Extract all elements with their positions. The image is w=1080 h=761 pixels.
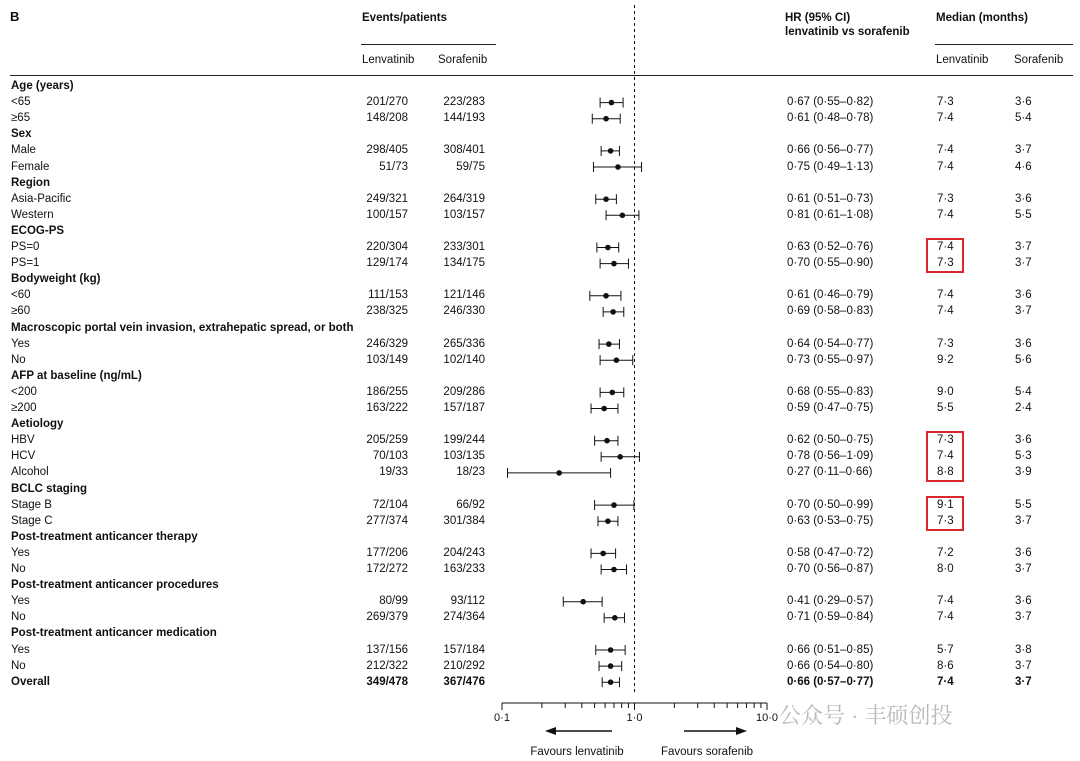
median-lenvatinib-header: Lenvatinib bbox=[936, 54, 989, 66]
median-sorafenib: 3·6 bbox=[1015, 434, 1032, 447]
group-label: Region bbox=[11, 176, 50, 189]
hr-ci-text: 0·66 (0·57–0·77) bbox=[787, 675, 874, 688]
favours-sorafenib-label: Favours sorafenib bbox=[660, 746, 754, 758]
hr-ci-text: 0·71 (0·59–0·84) bbox=[787, 611, 874, 624]
median-sorafenib: 3·7 bbox=[1015, 144, 1032, 157]
group-label: Sex bbox=[11, 128, 32, 141]
highlight-box-ecog bbox=[926, 238, 964, 273]
hr-ci-text: 0·41 (0·29–0·57) bbox=[787, 595, 874, 608]
panel-label: B bbox=[10, 9, 20, 24]
group-label: Post-treatment anticancer procedures bbox=[11, 579, 219, 592]
events-header: Events/patients bbox=[362, 12, 447, 24]
hr-point bbox=[600, 551, 606, 557]
group-label: AFP at baseline (ng/mL) bbox=[11, 369, 142, 382]
subgroup-label: No bbox=[11, 659, 26, 672]
subgroup-label: ≥200 bbox=[11, 402, 37, 414]
median-sorafenib: 3·7 bbox=[1015, 241, 1032, 253]
hr-point bbox=[611, 502, 617, 508]
events-lenvatinib: 148/208 bbox=[366, 112, 408, 125]
median-sorafenib: 3·7 bbox=[1015, 659, 1032, 672]
hr-point bbox=[556, 470, 562, 476]
hr-ci-text: 0·73 (0·55–0·97) bbox=[787, 353, 874, 366]
highlight-box-bclc bbox=[926, 496, 964, 531]
subgroup-label: No bbox=[11, 611, 26, 624]
subgroup-label: Asia-Pacific bbox=[11, 192, 72, 205]
median-lenvatinib: 7·4 bbox=[937, 241, 954, 253]
events-sorafenib: 264/319 bbox=[443, 192, 485, 205]
events-sorafenib: 367/476 bbox=[443, 675, 485, 688]
events-lenvatinib: 246/329 bbox=[366, 337, 408, 350]
subgroup-label: Western bbox=[11, 208, 54, 221]
overall-label: Overall bbox=[11, 675, 50, 688]
hr-point bbox=[620, 213, 626, 219]
subgroup-label: <60 bbox=[11, 289, 31, 302]
hr-point bbox=[603, 293, 609, 299]
hr-point bbox=[605, 245, 611, 251]
events-lenvatinib: 349/478 bbox=[366, 675, 408, 688]
hr-ci-text: 0·66 (0·51–0·85) bbox=[787, 643, 874, 656]
hr-point bbox=[608, 679, 614, 685]
median-sorafenib: 3·6 bbox=[1015, 96, 1032, 109]
hr-point bbox=[608, 663, 614, 669]
events-lenvatinib: 298/405 bbox=[366, 144, 408, 157]
events-sorafenib: 18/23 bbox=[456, 466, 485, 479]
events-sorafenib: 157/184 bbox=[443, 643, 485, 656]
events-lenvatinib: 129/174 bbox=[366, 257, 408, 270]
events-lenvatinib: 249/321 bbox=[366, 192, 408, 205]
hr-point bbox=[580, 599, 586, 605]
median-sorafenib: 3·8 bbox=[1015, 643, 1032, 656]
hr-ci-text: 0·70 (0·56–0·87) bbox=[787, 563, 874, 575]
group-label: Bodyweight (kg) bbox=[11, 273, 101, 286]
events-sorafenib: 308/401 bbox=[443, 144, 485, 157]
median-sorafenib: 3·7 bbox=[1015, 675, 1032, 688]
events-sorafenib: 233/301 bbox=[443, 241, 485, 253]
median-lenvatinib: 7·4 bbox=[937, 675, 954, 688]
hr-ci-text: 0·59 (0·47–0·75) bbox=[787, 402, 874, 414]
hr-point bbox=[603, 116, 609, 122]
hr-ci-text: 0·61 (0·51–0·73) bbox=[787, 192, 874, 205]
median-sorafenib: 5·5 bbox=[1015, 498, 1032, 511]
median-lenvatinib: 9·2 bbox=[937, 353, 954, 366]
hr-point bbox=[612, 615, 618, 621]
hr-point bbox=[614, 357, 620, 363]
median-lenvatinib: 5·5 bbox=[937, 402, 954, 414]
events-sorafenib: 157/187 bbox=[443, 402, 485, 414]
events-lenvatinib: 205/259 bbox=[366, 434, 408, 447]
subgroup-label: Yes bbox=[11, 643, 30, 656]
events-sorafenib: 144/193 bbox=[443, 112, 485, 125]
hr-point bbox=[610, 390, 616, 396]
hr-ci-text: 0·61 (0·48–0·78) bbox=[787, 112, 874, 125]
hr-header-line2: lenvatinib vs sorafenib bbox=[785, 26, 910, 38]
median-lenvatinib: 7·3 bbox=[937, 257, 954, 270]
median-lenvatinib: 7·4 bbox=[937, 112, 954, 125]
hr-point bbox=[605, 518, 611, 524]
events-sorafenib: 134/175 bbox=[443, 257, 485, 270]
subgroup-label: ≥65 bbox=[11, 112, 31, 125]
hr-point bbox=[611, 567, 617, 573]
hr-ci-text: 0·67 (0·55–0·82) bbox=[787, 96, 874, 109]
events-lenvatinib: 238/325 bbox=[366, 305, 408, 318]
highlight-box-aetiology bbox=[926, 431, 964, 482]
median-sorafenib: 3·6 bbox=[1015, 337, 1032, 350]
group-label: BCLC staging bbox=[11, 482, 88, 495]
median-lenvatinib: 7·4 bbox=[937, 611, 954, 624]
hr-point bbox=[609, 100, 615, 106]
subgroup-label: No bbox=[11, 563, 26, 575]
events-sorafenib: 163/233 bbox=[443, 563, 485, 575]
subgroup-label: Stage C bbox=[11, 514, 53, 527]
hr-point bbox=[617, 454, 623, 460]
group-label: Macroscopic portal vein invasion, extrahepatic spread, or both bbox=[11, 321, 354, 334]
events-sorafenib: 246/330 bbox=[443, 305, 485, 318]
events-sorafenib: 223/283 bbox=[443, 96, 485, 109]
subgroup-label: ≥60 bbox=[11, 305, 31, 318]
median-lenvatinib: 7·4 bbox=[937, 450, 954, 463]
events-lenvatinib: 172/272 bbox=[366, 563, 408, 575]
favours-lenvatinib-label: Favours lenvatinib bbox=[530, 746, 624, 758]
events-lenvatinib: 277/374 bbox=[366, 514, 408, 527]
subgroup-label: <200 bbox=[11, 385, 37, 398]
median-lenvatinib: 7·4 bbox=[937, 208, 954, 221]
hr-point bbox=[604, 438, 610, 444]
subgroup-label: <65 bbox=[11, 96, 31, 109]
group-label: Aetiology bbox=[11, 418, 64, 431]
hr-ci-text: 0·66 (0·56–0·77) bbox=[787, 144, 874, 157]
events-sorafenib: 66/92 bbox=[456, 498, 485, 511]
events-sorafenib: 265/336 bbox=[443, 337, 485, 350]
median-sorafenib: 4·6 bbox=[1015, 160, 1032, 173]
hr-ci-text: 0·58 (0·47–0·72) bbox=[787, 546, 874, 559]
median-sorafenib: 3·9 bbox=[1015, 466, 1032, 479]
events-lenvatinib: 51/73 bbox=[379, 160, 408, 173]
subgroup-label: Male bbox=[11, 144, 36, 157]
hr-ci-text: 0·75 (0·49–1·13) bbox=[787, 160, 874, 173]
median-sorafenib: 5·4 bbox=[1015, 385, 1032, 398]
events-lenvatinib: 103/149 bbox=[366, 353, 408, 366]
events-sorafenib: 103/135 bbox=[443, 450, 485, 463]
median-sorafenib: 3·7 bbox=[1015, 563, 1032, 575]
events-lenvatinib: 70/103 bbox=[372, 450, 408, 463]
watermark-text: 公众号 · 丰硕创投 bbox=[779, 703, 953, 728]
events-sorafenib: 209/286 bbox=[443, 385, 485, 398]
hr-ci-text: 0·61 (0·46–0·79) bbox=[787, 289, 874, 302]
median-lenvatinib: 7·3 bbox=[937, 96, 954, 109]
median-sorafenib: 3·6 bbox=[1015, 546, 1032, 559]
hr-ci-text: 0·78 (0·56–1·09) bbox=[787, 450, 874, 463]
hr-point bbox=[601, 406, 607, 412]
median-lenvatinib: 7·4 bbox=[937, 289, 954, 302]
median-sorafenib: 3·6 bbox=[1015, 595, 1032, 608]
events-lenvatinib: 269/379 bbox=[366, 611, 408, 624]
median-lenvatinib: 7·3 bbox=[937, 192, 954, 205]
subgroup-label: Yes bbox=[11, 546, 30, 559]
subgroup-label: HCV bbox=[11, 450, 36, 463]
median-sorafenib: 5·6 bbox=[1015, 353, 1032, 366]
hr-ci-text: 0·63 (0·53–0·75) bbox=[787, 514, 874, 527]
events-lenvatinib: 163/222 bbox=[366, 402, 408, 414]
events-sorafenib: 204/243 bbox=[443, 546, 485, 559]
median-lenvatinib: 9·0 bbox=[937, 385, 954, 398]
median-lenvatinib: 9·1 bbox=[937, 498, 954, 511]
median-sorafenib: 5·3 bbox=[1015, 450, 1032, 463]
group-label: ECOG-PS bbox=[11, 224, 65, 237]
group-label: Post-treatment anticancer therapy bbox=[11, 530, 198, 543]
x-tick-label: 0·1 bbox=[494, 712, 510, 724]
x-tick-label: 10·0 bbox=[755, 712, 779, 724]
events-lenvatinib: 111/153 bbox=[368, 289, 408, 302]
events-sorafenib: 301/384 bbox=[443, 514, 485, 527]
subgroup-label: Yes bbox=[11, 337, 30, 350]
hr-ci-text: 0·81 (0·61–1·08) bbox=[787, 208, 874, 221]
events-lenvatinib: 201/270 bbox=[366, 96, 408, 109]
median-lenvatinib: 7·2 bbox=[937, 546, 954, 559]
hr-ci-text: 0·62 (0·50–0·75) bbox=[787, 434, 874, 447]
median-lenvatinib: 7·4 bbox=[937, 305, 954, 318]
hr-ci-text: 0·68 (0·55–0·83) bbox=[787, 385, 874, 398]
events-sorafenib-header: Sorafenib bbox=[438, 54, 488, 66]
events-lenvatinib: 137/156 bbox=[366, 643, 408, 656]
median-lenvatinib: 8·0 bbox=[937, 563, 954, 575]
hr-ci-text: 0·27 (0·11–0·66) bbox=[787, 466, 873, 479]
median-sorafenib: 3·7 bbox=[1015, 257, 1032, 270]
hr-point bbox=[603, 196, 609, 202]
subgroup-label: Stage B bbox=[11, 498, 52, 511]
events-sorafenib: 59/75 bbox=[456, 160, 485, 173]
hr-point bbox=[606, 341, 612, 347]
median-lenvatinib: 7·4 bbox=[937, 160, 954, 173]
median-sorafenib: 5·5 bbox=[1015, 208, 1032, 221]
hr-point bbox=[608, 148, 614, 154]
events-lenvatinib: 80/99 bbox=[379, 595, 408, 608]
events-lenvatinib: 212/322 bbox=[366, 659, 408, 672]
events-sorafenib: 210/292 bbox=[443, 659, 485, 672]
subgroup-label: Yes bbox=[11, 595, 30, 608]
median-sorafenib: 3·6 bbox=[1015, 289, 1032, 302]
subgroup-label: HBV bbox=[11, 434, 35, 447]
events-sorafenib: 103/157 bbox=[443, 208, 485, 221]
events-sorafenib: 199/244 bbox=[443, 434, 485, 447]
median-lenvatinib: 7·3 bbox=[937, 337, 954, 350]
median-lenvatinib: 5·7 bbox=[937, 643, 954, 656]
hr-ci-text: 0·64 (0·54–0·77) bbox=[787, 337, 874, 350]
events-lenvatinib: 19/33 bbox=[379, 466, 408, 479]
median-sorafenib-header: Sorafenib bbox=[1014, 54, 1064, 66]
events-lenvatinib: 100/157 bbox=[366, 208, 408, 221]
median-sorafenib: 3·7 bbox=[1015, 305, 1032, 318]
events-lenvatinib: 72/104 bbox=[372, 498, 408, 511]
subgroup-label: Alcohol bbox=[11, 466, 49, 479]
median-sorafenib: 5·4 bbox=[1015, 112, 1032, 125]
median-sorafenib: 3·7 bbox=[1015, 514, 1032, 527]
median-sorafenib: 3·7 bbox=[1015, 611, 1032, 624]
events-lenvatinib-header: Lenvatinib bbox=[362, 54, 415, 66]
hr-point bbox=[610, 309, 616, 315]
events-lenvatinib: 177/206 bbox=[366, 546, 408, 559]
subgroup-label: Female bbox=[11, 160, 50, 173]
x-tick-label: 1·0 bbox=[626, 712, 643, 724]
median-lenvatinib: 8·6 bbox=[937, 659, 954, 672]
hr-point bbox=[608, 647, 614, 653]
median-lenvatinib: 7·3 bbox=[937, 434, 954, 447]
favours-right-arrow-head bbox=[736, 727, 747, 735]
median-lenvatinib: 7·4 bbox=[937, 595, 954, 608]
events-lenvatinib: 220/304 bbox=[366, 241, 408, 253]
hr-point bbox=[615, 164, 621, 170]
events-lenvatinib: 186/255 bbox=[366, 385, 408, 398]
favours-left-arrow-head bbox=[545, 727, 556, 735]
hr-ci-text: 0·66 (0·54–0·80) bbox=[787, 659, 874, 672]
subgroup-label: PS=1 bbox=[11, 257, 40, 270]
events-sorafenib: 274/364 bbox=[443, 611, 485, 624]
hr-ci-text: 0·69 (0·58–0·83) bbox=[787, 305, 874, 318]
subgroup-label: PS=0 bbox=[11, 241, 40, 253]
median-lenvatinib: 7·3 bbox=[937, 514, 954, 527]
group-label: Post-treatment anticancer medication bbox=[11, 627, 217, 640]
events-sorafenib: 102/140 bbox=[443, 353, 485, 366]
median-lenvatinib: 7·4 bbox=[937, 144, 954, 157]
events-sorafenib: 93/112 bbox=[450, 595, 485, 608]
hr-ci-text: 0·63 (0·52–0·76) bbox=[787, 241, 874, 253]
median-lenvatinib: 8·8 bbox=[937, 466, 954, 479]
hr-ci-text: 0·70 (0·55–0·90) bbox=[787, 257, 874, 270]
median-header: Median (months) bbox=[936, 12, 1028, 24]
hr-point bbox=[611, 261, 617, 267]
subgroup-label: No bbox=[11, 353, 26, 366]
median-sorafenib: 2·4 bbox=[1015, 402, 1032, 414]
group-label: Age (years) bbox=[11, 80, 74, 92]
median-sorafenib: 3·6 bbox=[1015, 192, 1032, 205]
events-sorafenib: 121/146 bbox=[443, 289, 485, 302]
hr-ci-text: 0·70 (0·50–0·99) bbox=[787, 498, 874, 511]
hr-header-line1: HR (95% CI) bbox=[785, 12, 851, 24]
